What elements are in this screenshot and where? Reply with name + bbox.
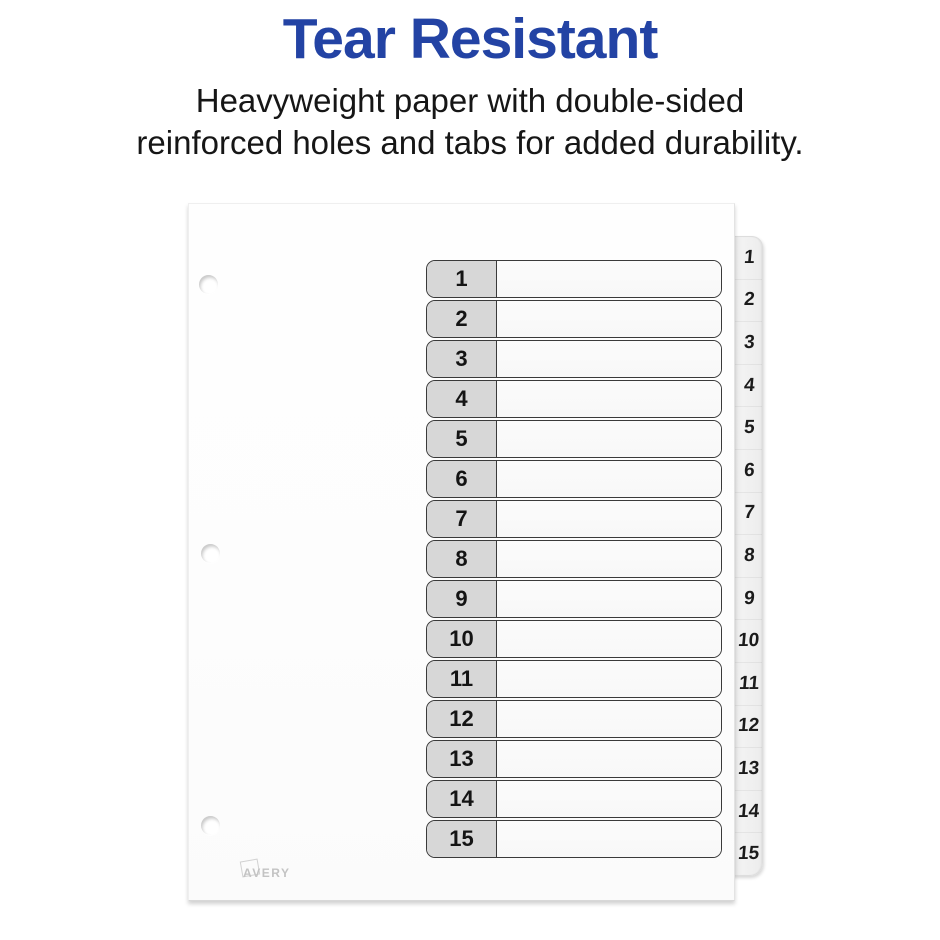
index-tab-5 [732, 407, 762, 450]
divider-sheet [188, 203, 735, 901]
index-tab-label: 4 [742, 374, 756, 396]
toc-row [426, 260, 722, 298]
index-tab-label: 15 [737, 843, 761, 865]
index-tab-8 [732, 535, 762, 578]
toc-row-number: 3 [427, 341, 497, 377]
index-tab-label: 12 [737, 715, 761, 737]
toc-row-entry [497, 741, 721, 777]
toc-row-entry [497, 621, 721, 657]
index-tab-1 [732, 237, 762, 280]
index-tab-6 [732, 450, 762, 493]
toc-row-entry [497, 541, 721, 577]
subheadline-line-1: Heavyweight paper with double-sided [195, 82, 745, 119]
toc-row-entry [497, 781, 721, 817]
toc-row-number: 15 [427, 821, 497, 857]
index-tab-label: 3 [742, 331, 756, 353]
toc-row [426, 380, 722, 418]
toc-row-entry [497, 461, 721, 497]
toc-row [426, 420, 722, 458]
index-tab-label: 8 [742, 544, 756, 566]
toc-row-entry [497, 341, 721, 377]
toc-row-number: 12 [427, 701, 497, 737]
index-tab-10 [732, 620, 762, 663]
index-tab-15 [732, 833, 762, 875]
toc-row-number: 2 [427, 301, 497, 337]
toc-row [426, 340, 722, 378]
punch-hole-bottom [201, 816, 220, 835]
punch-hole-top [199, 275, 218, 294]
toc-row-number: 13 [427, 741, 497, 777]
index-tab-label: 1 [742, 246, 756, 268]
toc-row [426, 460, 722, 498]
toc-row-number: 8 [427, 541, 497, 577]
tab-strip [732, 236, 763, 876]
index-tab-label: 13 [737, 757, 761, 779]
toc-row-entry [497, 701, 721, 737]
index-tab-label: 6 [742, 459, 756, 481]
index-tab-label: 5 [742, 417, 756, 439]
toc-row-entry [497, 261, 721, 297]
index-tab-label: 2 [742, 289, 756, 311]
toc-row [426, 780, 722, 818]
toc-row-number: 6 [427, 461, 497, 497]
index-tab-4 [732, 365, 762, 408]
toc-row [426, 500, 722, 538]
toc-row [426, 540, 722, 578]
avery-logo [243, 864, 313, 892]
toc-row [426, 660, 722, 698]
index-tab-12 [732, 706, 762, 749]
subheadline [0, 80, 940, 164]
toc-row-entry [497, 301, 721, 337]
toc-row-number: 7 [427, 501, 497, 537]
toc-row-entry [497, 821, 721, 857]
toc-row-number: 1 [427, 261, 497, 297]
index-tab-3 [732, 322, 762, 365]
index-tab-14 [732, 791, 762, 834]
toc-row-number: 5 [427, 421, 497, 457]
index-tab-11 [732, 663, 762, 706]
toc-row-number: 10 [427, 621, 497, 657]
index-tab-label: 11 [738, 672, 761, 694]
avery-wordmark: AVERY [243, 866, 291, 880]
toc-row [426, 580, 722, 618]
subheadline-line-2: reinforced holes and tabs for added durability. [136, 124, 804, 161]
toc-row-entry [497, 501, 721, 537]
index-tab-label: 10 [737, 630, 761, 652]
toc-row-entry [497, 421, 721, 457]
toc-table [426, 260, 722, 860]
index-tab-7 [732, 493, 762, 536]
toc-row [426, 700, 722, 738]
headline: Tear Resistant [282, 7, 658, 71]
toc-row [426, 300, 722, 338]
toc-row-number: 11 [427, 661, 497, 697]
toc-row-number: 9 [427, 581, 497, 617]
index-tab-13 [732, 748, 762, 791]
toc-row-entry [497, 381, 721, 417]
toc-row-entry [497, 581, 721, 617]
toc-row [426, 820, 722, 858]
index-tab-9 [732, 578, 762, 621]
toc-row-number: 4 [427, 381, 497, 417]
index-tab-label: 7 [742, 502, 756, 524]
index-tab-label: 14 [737, 800, 761, 822]
index-tab-label: 9 [742, 587, 756, 609]
punch-hole-middle [201, 544, 220, 563]
toc-row [426, 620, 722, 658]
index-tab-2 [732, 280, 762, 323]
toc-row-number: 14 [427, 781, 497, 817]
toc-row-entry [497, 661, 721, 697]
toc-row [426, 740, 722, 778]
